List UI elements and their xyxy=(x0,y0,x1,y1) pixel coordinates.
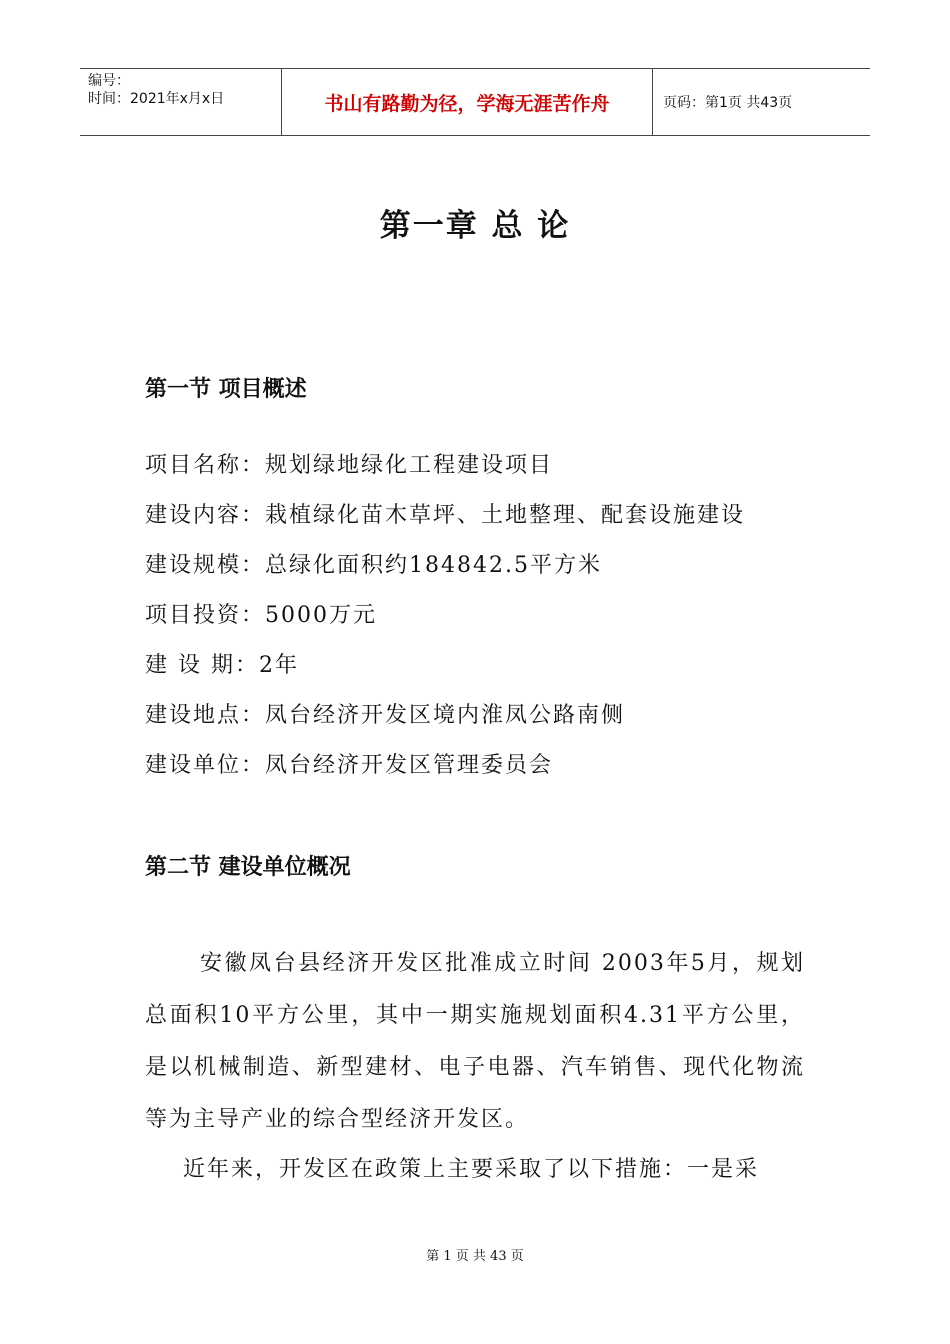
document-date: 时间：2021年x月x日 xyxy=(88,91,225,107)
info-label: 建设内容： xyxy=(145,503,266,528)
info-value: 总绿化面积约184842.5平方米 xyxy=(265,553,602,578)
info-label: 建设单位： xyxy=(145,753,266,778)
info-label: 项目名称： xyxy=(145,453,266,478)
info-value: 2年 xyxy=(259,653,299,678)
info-label: 建设规模： xyxy=(145,553,266,578)
info-label: 建设地点： xyxy=(145,703,266,728)
page-footer: 第 1 页 共 43 页 xyxy=(426,1249,524,1264)
info-value: 规划绿地绿化工程建设项目 xyxy=(265,453,554,478)
info-label: 项目投资： xyxy=(145,603,266,628)
paragraph-measures: 近年来，开发区在政策上主要采取了以下措施：一是采 xyxy=(183,1157,760,1182)
info-value: 凤台经济开发区管理委员会 xyxy=(265,753,554,778)
info-row-scale xyxy=(145,550,745,600)
info-label: 建 设 期： xyxy=(145,653,259,678)
info-row-period xyxy=(145,650,745,700)
header-meta xyxy=(80,69,281,135)
paragraph-intro: 安徽凤台县经济开发区批准成立时间 2003年5月，规划总面积10平方公里，其中一期实施规划面积4.31平方公里，是以机械制造、新型建材、电子电器、汽车销售、现代化物流等为主导产业的综合型经济开发区。 xyxy=(145,951,805,1132)
info-row-content xyxy=(145,500,745,550)
section-title-builder: 第二节 建设单位概况 xyxy=(145,855,351,880)
section-title-overview: 第一节 项目概述 xyxy=(145,377,307,402)
document-number-label: 编号： xyxy=(88,73,130,89)
info-value: 5000万元 xyxy=(265,603,378,628)
header-motto-cell xyxy=(281,69,653,135)
info-row-location xyxy=(145,700,745,750)
info-row-investment xyxy=(145,600,745,650)
header-page-info: 页码：第1页 共43页 xyxy=(663,95,793,111)
page-header xyxy=(80,68,870,136)
chapter-title: 第一章 总 论 xyxy=(379,208,571,244)
info-row-name xyxy=(145,450,745,500)
project-info-list xyxy=(145,450,745,800)
info-value: 栽植绿化苗木草坪、土地整理、配套设施建设 xyxy=(265,503,746,528)
info-value: 凤台经济开发区境内淮凤公路南侧 xyxy=(265,703,626,728)
info-row-unit xyxy=(145,750,745,800)
header-motto: 书山有路勤为径，学海无涯苦作舟 xyxy=(324,92,610,115)
